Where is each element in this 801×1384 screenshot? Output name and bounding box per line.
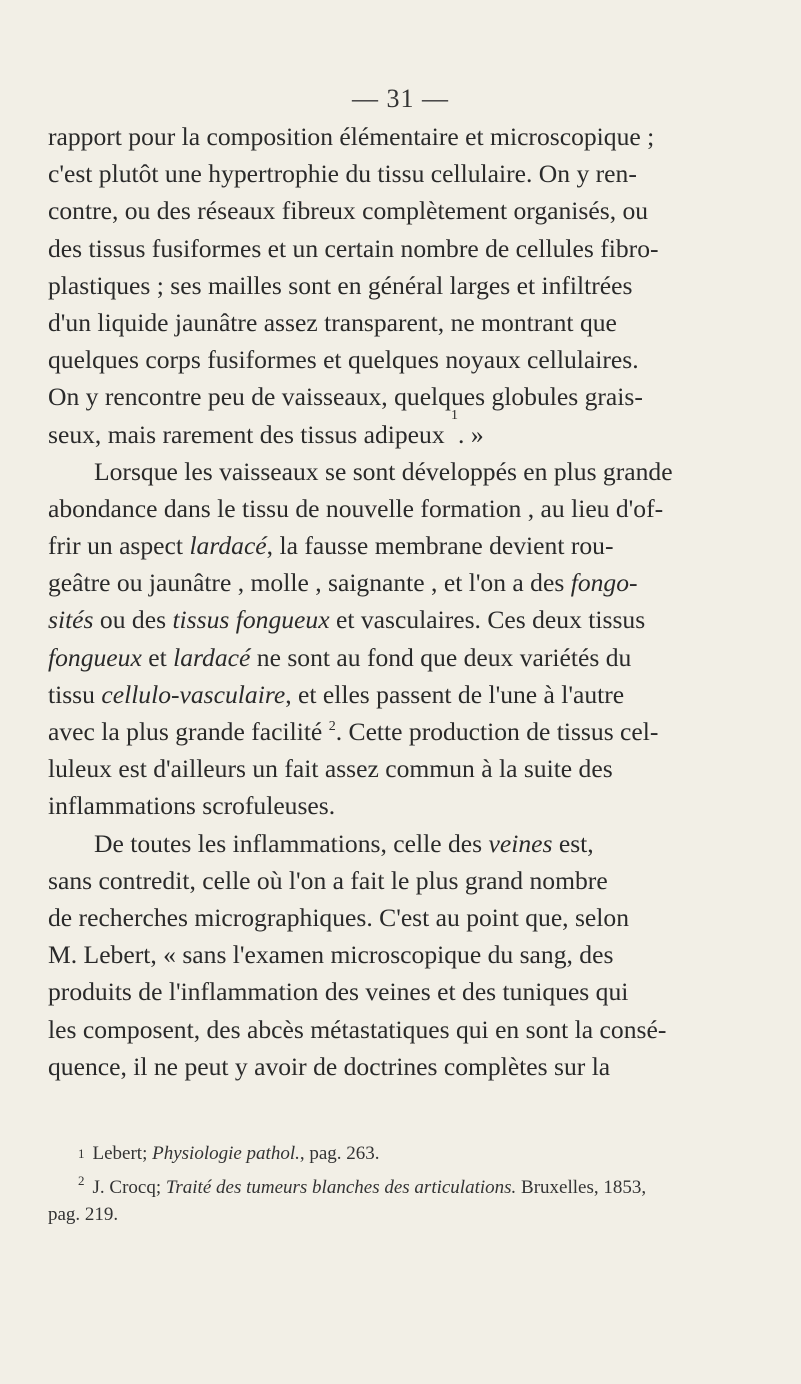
text-line: c'est plutôt une hypertrophie du tissu cellulaire. On y ren- xyxy=(48,159,637,189)
text-line: M. Lebert, « sans l'examen microscopique du sang, des xyxy=(48,940,614,970)
page-number: — 31 — xyxy=(352,84,449,113)
text-line: frir un aspect lardacé, la fausse membrane devient rou- xyxy=(48,531,614,561)
text-line: produits de l'inflammation des veines et des tuniques qui xyxy=(48,977,629,1007)
footnote-ref: 1 xyxy=(451,407,459,423)
text-line: contre, ou des réseaux fibreux complètement organisés, ou xyxy=(48,196,649,226)
text-line: sans contredit, celle où l'on a fait le plus grand nombre xyxy=(48,865,608,895)
text-line: des tissus fusiformes et un certain nombre de cellules fibro- xyxy=(48,233,659,263)
text-line: fongueux et lardacé ne sont au fond que deux variétés du xyxy=(48,642,632,672)
footnote-2: $^2$ J. Crocq; Traité des tumeurs blanches des articulations. Bruxelles, 1853, xyxy=(78,1173,647,1198)
text-line: quelques corps fusiformes et quelques noyaux cellulaires. xyxy=(48,345,639,375)
text-line: Lorsque les vaisseaux se sont développés en plus grande xyxy=(94,456,673,486)
text-line: luleux est d'ailleurs un fait assez commun à la suite des xyxy=(48,754,613,784)
text-line: tissu cellulo-vasculaire, et elles passent de l'une à l'autre xyxy=(48,679,625,709)
footnote-1: 1 Lebert; Physiologie pathol. , pag. 263. xyxy=(78,1143,380,1164)
footnote-ref: 2 xyxy=(328,719,336,734)
text-line: sités ou des tissus fongueux et vasculaires. Ces deux tissus xyxy=(48,605,646,635)
text-line: avec la plus grande facilité $^2$. Cette production de tissus cel- xyxy=(48,717,659,746)
footnotes xyxy=(48,1140,750,1228)
text-line: On y rencontre peu de vaisseaux, quelques globules grais- xyxy=(48,382,643,412)
text-line: plastiques ; ses mailles sont en général larges et infiltrées xyxy=(48,270,633,300)
text-line: quence, il ne peut y avoir de doctrines complètes sur la xyxy=(48,1051,611,1081)
text-line: geâtre ou jaunâtre , molle , saignante , et l'on a des fongo- xyxy=(48,568,638,598)
text-line: d'un liquide jaunâtre assez transparent, ne montrant que xyxy=(48,307,617,337)
body-text xyxy=(48,118,750,1085)
text-line: les composent, des abcès métastatiques qui en sont la consé- xyxy=(48,1014,667,1044)
text-line: De toutes les inflammations, celle des veines est, xyxy=(94,828,594,858)
text-line: abondance dans le tissu de nouvelle formation , au lieu d'of- xyxy=(48,493,664,523)
text-line: rapport pour la composition élémentaire et microscopique ; xyxy=(48,122,655,151)
text-line: inflammations scrofuleuses. xyxy=(48,791,336,821)
text-line: seux, mais rarement des tissus adipeux 1 . » xyxy=(48,416,750,453)
text-line: de recherches micrographiques. C'est au point que, selon xyxy=(48,902,629,932)
footnote-2-continued: pag. 219. xyxy=(48,1204,119,1225)
